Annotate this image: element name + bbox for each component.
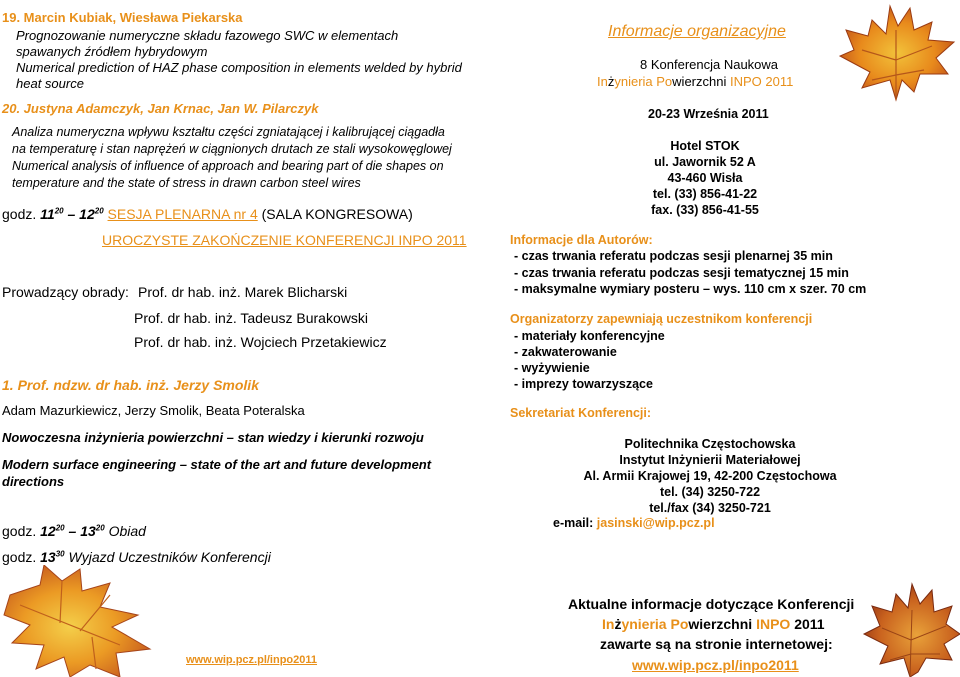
talk-19-pl-title-line: spawanych źródłem hybrydowym [16, 44, 208, 59]
hotel-info-line: Hotel STOK [670, 139, 740, 153]
talk-1-en-title-line: directions [2, 474, 65, 489]
talk-19-authors: 19. Marcin Kubiak, Wiesława Piekarska [2, 10, 243, 25]
organizers-item: - zakwaterowanie [514, 345, 617, 359]
talk-19-en-title-line: Numerical prediction of HAZ phase composition in elements welded by hybrid [16, 60, 462, 75]
talk-20-en-title-line: temperature and the state of stress in drawn carbon steel wires [12, 176, 361, 190]
talk-1-authors: Adam Mazurkiewicz, Jerzy Smolik, Beata Poteralska [2, 403, 305, 418]
secretariat-line: tel./fax (34) 3250-721 [649, 501, 771, 515]
secretariat-line: tel. (34) 3250-722 [659, 485, 761, 499]
session-header [2, 206, 413, 222]
authors-info-list [514, 248, 866, 298]
footer-website-link[interactable]: www.wip.pcz.pl/inpo2011 [186, 654, 318, 666]
secretariat-line: Politechnika Częstochowska [624, 437, 796, 451]
secretariat-line: Instytut Inżynierii Materiałowej [619, 453, 801, 467]
chair-1: Prof. dr hab. inż. Marek Blicharski [138, 284, 348, 300]
hotel-info-line: 43-460 Wisła [667, 171, 743, 185]
authors-info-heading: Informacje dla Autorów: [510, 233, 653, 247]
organizers-list [514, 328, 665, 392]
talk-1-speaker: 1. Prof. ndzw. dr hab. inż. Jerzy Smolik [2, 377, 259, 393]
lunch-row [2, 523, 146, 539]
session-time: $11^{20} - 12^{20}$ [40, 206, 104, 222]
news-line-3: zawarte są na stronie internetowej: [600, 636, 833, 652]
maple-leaf-icon [860, 580, 960, 677]
chair-2: Prof. dr hab. inż. Tadeusz Burakowski [134, 310, 368, 326]
talk-1-en-title-line: Modern surface engineering – state of the art and future development [2, 457, 432, 472]
talk-20-authors: 20. Justyna Adamczyk, Jan Krnac, Jan W. Pilarczyk [2, 101, 319, 116]
maple-leaf-icon [0, 565, 170, 677]
departure-label: Wyjazd Uczestników Konferencji [68, 549, 271, 565]
talk-20-titles [12, 124, 452, 192]
hotel-info-line: tel. (33) 856-41-22 [652, 187, 758, 201]
conference-name-line2: Inżynieria Powierzchni INPO 2011 [597, 74, 794, 89]
departure-time: $13^{30}$ [40, 549, 65, 565]
talk-19-pl-title-line: Prognozowanie numeryczne składu fazowego SWC w elementach [16, 28, 399, 43]
maple-leaf-icon [832, 0, 960, 112]
news-line-2: Inżynieria Powierzchni INPO 2011 [602, 616, 825, 632]
secretariat-heading: Sekretariat Konferencji: [510, 406, 652, 420]
organizational-info-heading: Informacje organizacyjne [608, 23, 786, 40]
session-hall: (SALA KONGRESOWA) [261, 206, 413, 222]
lunch-label: Obiad [108, 523, 146, 539]
departure-row [2, 549, 271, 565]
talk-1-en-title [2, 456, 431, 490]
departure-godz: godz. [2, 549, 37, 565]
session-godz: godz. [2, 206, 37, 222]
conference-dates: 20-23 Września 2011 [648, 107, 769, 121]
hotel-info [640, 138, 770, 218]
session-name: SESJA PLENARNA nr 4 [107, 206, 258, 222]
organizers-item: - wyżywienie [514, 361, 590, 375]
secretariat-line: Al. Armii Krajowej 19, 42-200 Częstochowa [583, 469, 837, 483]
authors-info-item: - maksymalne wymiary posteru – wys. 110 cm x szer. 70 cm [514, 282, 867, 296]
talk-19-en-title-line: heat source [16, 76, 84, 91]
authors-info-item: - czas trwania referatu podczas sesji plenarnej 35 min [514, 249, 833, 263]
organizers-item: - materiały konferencyjne [514, 329, 665, 343]
talk-20-pl-title-line: Analiza numeryczna wpływu kształtu części zgniatającej i kalibrującej ciągadła [12, 125, 445, 139]
organizers-heading: Organizatorzy zapewniają uczestnikom konferencji [510, 312, 813, 326]
authors-info-item: - czas trwania referatu podczas sesji tematycznej 15 min [514, 265, 849, 280]
organizers-item: - imprezy towarzyszące [514, 377, 653, 391]
closing-ceremony-title: UROCZYSTE ZAKOŃCZENIE KONFERENCJI INPO 2011 [102, 232, 467, 248]
talk-20-en-title-line: Numerical analysis of influence of approach and bearing part of die shapes on [12, 159, 444, 173]
hotel-info-line: ul. Jawornik 52 A [654, 155, 756, 169]
conference-name-line1: 8 Konferencja Naukowa [640, 57, 779, 72]
email-link[interactable]: jasinski@wip.pcz.pl [596, 516, 715, 530]
hotel-info-line: fax. (33) 856-41-55 [651, 203, 759, 217]
news-line-1: Aktualne informacje dotyczące Konferencji [568, 596, 855, 612]
lunch-godz: godz. [2, 523, 37, 539]
email-label: e-mail: [553, 516, 597, 530]
chair-3: Prof. dr hab. inż. Wojciech Przetakiewicz [134, 334, 387, 350]
secretariat-email-row [553, 516, 715, 530]
lunch-time: $12^{20} - 13^{20}$ [40, 523, 105, 539]
secretariat-address [560, 436, 860, 516]
talk-1-pl-title: Nowoczesna inżynieria powierzchni – stan wiedzy i kierunki rozwoju [2, 430, 424, 445]
talk-19-pl-title [16, 28, 462, 92]
news-website-link[interactable]: www.wip.pcz.pl/inpo2011 [632, 657, 799, 673]
talk-20-pl-title-line: na temperaturę i stan naprężeń w ciągnionych drutach ze stali wysokowęglowej [12, 142, 452, 156]
chairs-label: Prowadzący obrady: [2, 284, 129, 300]
